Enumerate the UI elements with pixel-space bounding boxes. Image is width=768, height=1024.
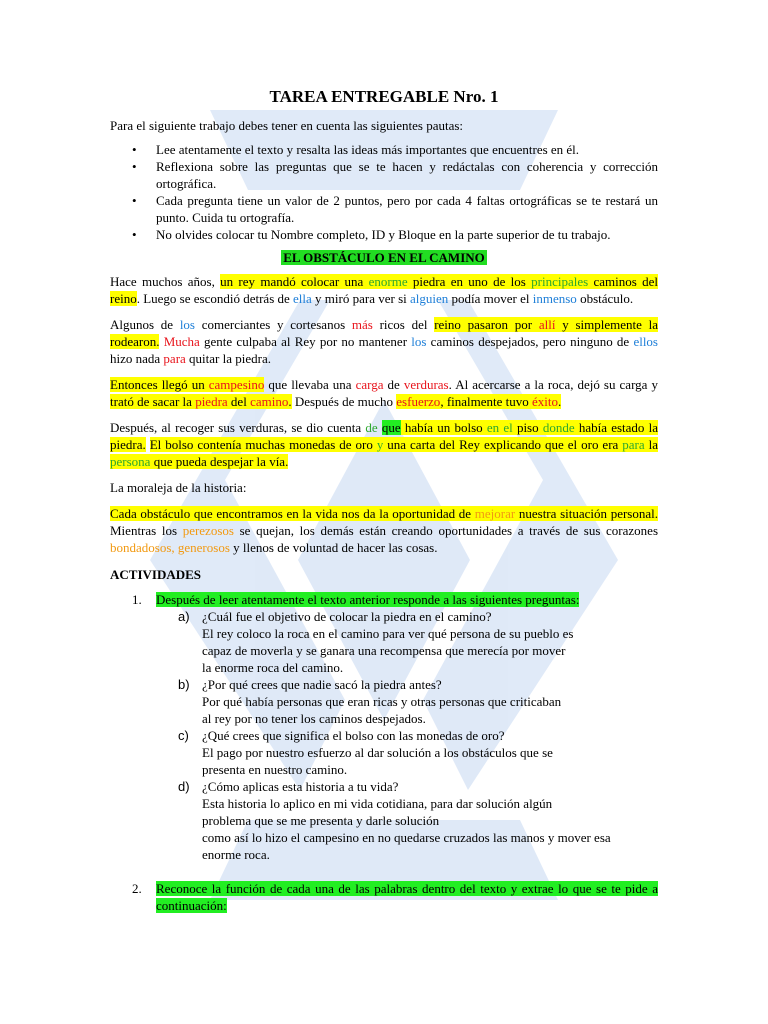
- text-segment: . Al acercarse a la roca, dejó su carga y: [448, 377, 658, 392]
- highlighted-phrase: había un bolso: [400, 420, 487, 435]
- activity-2: [110, 880, 658, 914]
- activity-1: [110, 591, 658, 608]
- bullet-icon: •: [132, 142, 137, 157]
- highlighted-phrase: donde: [542, 420, 575, 435]
- answer-line: la enorme roca del camino.: [202, 660, 344, 675]
- document-page: [110, 86, 658, 914]
- bullet-icon: •: [132, 159, 137, 174]
- answer-line: El rey coloco la roca en el camino para ver qué persona de su pueblo es: [202, 626, 574, 641]
- colored-word: verduras: [403, 377, 449, 392]
- highlighted-phrase: El bolso contenía muchas monedas de oro: [149, 437, 377, 452]
- highlighted-phrase: esfuerzo: [396, 394, 441, 409]
- answer-line: problema que se me presenta y darle solución: [202, 813, 440, 828]
- question-c: [110, 727, 658, 778]
- highlighted-phrase: piso: [512, 420, 543, 435]
- story-title: EL OBSTÁCULO EN EL CAMINO: [283, 250, 485, 265]
- answer-line: como así lo hizo el campesino en no quedarse cruzados las manos y mover esa: [202, 830, 611, 845]
- answer-line: al rey por no tener los caminos despejados.: [202, 711, 426, 726]
- activity-number: 2.: [132, 881, 142, 896]
- text-segment: gente culpaba al Rey por no mantener: [199, 334, 412, 349]
- highlighted-phrase: .: [558, 394, 562, 409]
- colored-word: de: [365, 420, 378, 435]
- activity-instruction: Después de leer atentamente el texto anterior responde a las siguientes preguntas:: [156, 592, 580, 607]
- highlighted-phrase: del: [227, 394, 251, 409]
- story-paragraph: [110, 316, 658, 367]
- colored-word: ella: [293, 291, 312, 306]
- highlighted-phrase: trató de sacar la: [110, 394, 196, 409]
- highlighted-phrase: , finalmente tuvo: [440, 394, 533, 409]
- colored-word: Mucha: [163, 334, 200, 349]
- document-title: TAREA ENTREGABLE Nro. 1: [269, 87, 499, 106]
- rule-item: • Lee atentamente el texto y resalta las ideas más importantes que encuentres en él.: [132, 142, 580, 157]
- highlighted-phrase: éxito: [532, 394, 559, 409]
- highlighted-phrase: Entonces llegó un: [110, 377, 209, 392]
- activities-heading: ACTIVIDADES: [110, 567, 202, 582]
- highlighted-phrase: la: [644, 437, 659, 452]
- question-letter: a): [178, 609, 190, 624]
- highlighted-phrase: piedra en uno de los: [407, 274, 532, 289]
- highlighted-phrase: Cada obstáculo que encontramos en la vida nos da la oportunidad de: [110, 506, 475, 521]
- rule-item: • Cada pregunta tiene un valor de 2 puntos, pero por cada 4 faltas ortográficas se te restará un punto. Cuida tu ortografía.: [132, 193, 658, 225]
- highlighted-phrase: principales: [531, 274, 589, 289]
- rule-item: • No olvides colocar tu Nombre completo, ID y Bloque en la parte superior de tu trabajo.: [132, 227, 611, 242]
- colored-word: alguien: [410, 291, 449, 306]
- answer-line: enorme roca.: [202, 847, 270, 862]
- colored-word: para: [163, 351, 186, 366]
- answer-line: El pago por nuestro esfuerzo al dar solución a los obstáculos que se: [202, 745, 553, 760]
- highlighted-phrase: caminos del reino: [110, 274, 658, 306]
- colored-word: carga: [355, 377, 384, 392]
- highlighted-phrase: en el: [486, 420, 513, 435]
- text-segment: obstáculo.: [576, 291, 634, 306]
- answer-line: presenta en nuestro camino.: [202, 762, 348, 777]
- question-a: [110, 608, 658, 676]
- text-segment: de: [383, 377, 404, 392]
- story-body: [110, 273, 658, 556]
- text-segment: hizo nada: [110, 351, 164, 366]
- highlighted-phrase: .: [288, 394, 292, 409]
- text-segment: Mientras los: [110, 523, 183, 538]
- highlighted-phrase: un rey mandó colocar una: [220, 274, 369, 289]
- bullet-icon: •: [132, 193, 137, 208]
- intro-text: Para el siguiente trabajo debes tener en cuenta las siguientes pautas:: [110, 118, 464, 133]
- highlighted-phrase: camino: [250, 394, 289, 409]
- text-segment: Algunos de: [110, 317, 180, 332]
- text-segment: . Luego se escondió detrás de: [136, 291, 294, 306]
- colored-word: los: [411, 334, 427, 349]
- highlighted-phrase: enorme: [368, 274, 408, 289]
- highlighted-phrase: una carta del Rey explicando que el oro era: [383, 437, 623, 452]
- text-segment: La moraleja de la historia:: [110, 480, 247, 495]
- question-d: [110, 778, 658, 863]
- question-letter: b): [178, 677, 190, 692]
- colored-word: bondadosos, generosos: [110, 540, 230, 555]
- highlighted-phrase: persona: [110, 454, 151, 469]
- colored-word: inmenso: [532, 291, 577, 306]
- text-segment: Hace muchos años,: [110, 274, 221, 289]
- answer-line: Esta historia lo aplico en mi vida cotidiana, para dar solución algún: [202, 796, 553, 811]
- question-b: [110, 676, 658, 727]
- question-text: ¿Por qué crees que nadie sacó la piedra antes?: [202, 677, 442, 692]
- question-letter: d): [178, 779, 190, 794]
- text-segment: comerciantes y cortesanos: [194, 317, 352, 332]
- text-segment: quitar la piedra.: [185, 351, 271, 366]
- colored-word: más: [351, 317, 373, 332]
- text-segment: se quejan, los demás están creando oportunidades a través de sus corazones: [233, 523, 659, 538]
- bullet-icon: •: [132, 227, 137, 242]
- highlighted-phrase: que pueda despejar la vía.: [150, 454, 289, 469]
- text-segment: que llevaba una: [264, 377, 356, 392]
- highlighted-phrase: y simplemente la rodearon.: [110, 317, 659, 349]
- rule-item: • Reflexiona sobre las preguntas que se te hacen y redáctalas con coherencia y corrección ortográfica.: [132, 159, 658, 191]
- text-segment: Después de mucho: [291, 394, 397, 409]
- highlighted-phrase: que: [381, 420, 401, 435]
- highlighted-phrase: y: [376, 437, 384, 452]
- highlighted-phrase: campesino: [208, 377, 265, 392]
- question-text: ¿Cuál fue el objetivo de colocar la piedra en el camino?: [202, 609, 492, 624]
- activity-instruction: Reconoce la función de cada una de las palabras dentro del texto y extrae lo que se te pide a continuación:: [156, 881, 658, 913]
- colored-word: ellos: [633, 334, 658, 349]
- story-paragraph: [110, 505, 658, 556]
- rules-list: [110, 141, 658, 243]
- highlighted-phrase: mejorar: [474, 506, 516, 521]
- highlighted-phrase: allí: [538, 317, 556, 332]
- text-segment: podía mover el: [448, 291, 533, 306]
- activity-number: 1.: [132, 592, 142, 607]
- highlighted-phrase: nuestra situación personal.: [515, 506, 658, 521]
- story-paragraph: [110, 419, 658, 470]
- question-text: ¿Cómo aplicas esta historia a tu vida?: [202, 779, 399, 794]
- text-segment: ricos del: [372, 317, 435, 332]
- text-segment: y llenos de voluntad de hacer las cosas.: [229, 540, 438, 555]
- question-letter: c): [178, 728, 189, 743]
- answer-line: capaz de moverla y se ganara una recompensa que merecía por mover: [202, 643, 566, 658]
- text-segment: caminos despejados, pero ninguno de: [426, 334, 634, 349]
- story-paragraph: [110, 479, 658, 496]
- story-paragraph: [110, 376, 658, 410]
- question-text: ¿Qué crees que significa el bolso con las monedas de oro?: [202, 728, 505, 743]
- colored-word: perezosos: [182, 523, 234, 538]
- text-segment: y miró para ver si: [311, 291, 410, 306]
- answer-line: Por qué había personas que eran ricas y otras personas que criticaban: [202, 694, 562, 709]
- colored-word: los: [179, 317, 195, 332]
- highlighted-phrase: piedra: [195, 394, 228, 409]
- highlighted-phrase: reino pasaron por: [434, 317, 539, 332]
- story-paragraph: [110, 273, 658, 307]
- highlighted-phrase: había estado la piedra.: [110, 420, 659, 452]
- highlighted-phrase: para: [622, 437, 645, 452]
- text-segment: Después, al recoger sus verduras, se dio cuenta: [110, 420, 366, 435]
